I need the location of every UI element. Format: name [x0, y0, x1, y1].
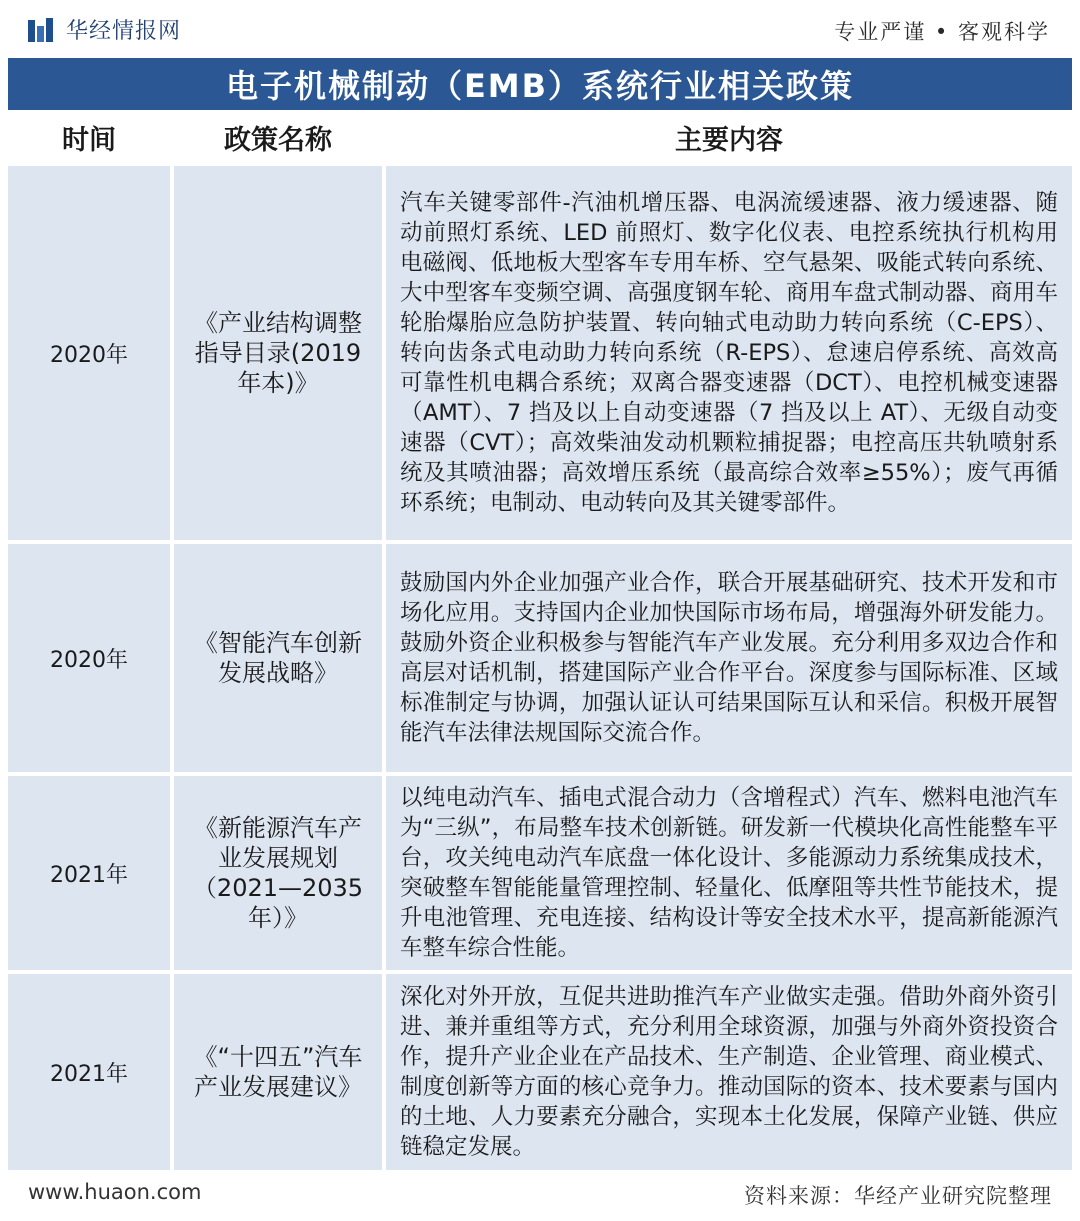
slogan: 专业严谨 • 客观科学	[834, 20, 1050, 44]
table-row	[8, 776, 1072, 970]
table-row	[8, 974, 1072, 1170]
column-header-content: 主要内容	[675, 124, 783, 156]
table-row	[8, 166, 1072, 540]
row-content: 深化对外开放，互促共进助推汽车产业做实走强。借助外商外资引进、兼并重组等方式，充分利用全球资源，加强与外商外资投资合作，提升产业企业在产品技术、生产制造、企业管理、商业模式、制度创新等方面的核心竞争力。推动国际的资本、技术要素与国内的土地、人力要素充分融合，实现本土化发展，保障产业链、供应链稳定发展。	[386, 974, 1072, 1170]
row-policy-name: 《产业结构调整指导目录(2019年本)》	[174, 166, 382, 540]
top-bar	[0, 0, 1080, 58]
column-header-policy-name: 政策名称	[224, 124, 332, 156]
row-time: 2020年	[8, 166, 170, 540]
row-time: 2021年	[8, 974, 170, 1170]
row-policy-name: 《“十四五”汽车产业发展建议》	[174, 974, 382, 1170]
title-bar	[8, 58, 1072, 110]
page-title: 电子机械制动（EMB）系统行业相关政策	[225, 67, 855, 105]
row-content: 鼓励国内外企业加强产业合作，联合开展基础研究、技术开发和市场化应用。支持国内企业加快国际市场布局，增强海外研发能力。鼓励外资企业积极参与智能汽车产业发展。充分利用多双边合作和高层对话机制，搭建国际产业合作平台。深度参与国际标准、区域标准制定与协调，加强认证认可结果国际互认和采信。积极开展智能汽车法律法规国际交流合作。	[386, 544, 1072, 772]
row-content: 以纯电动汽车、插电式混合动力（含增程式）汽车、燃料电池汽车为“三纵”，布局整车技术创新链。研发新一代模块化高性能整车平台，攻关纯电动汽车底盘一体化设计、多能源动力系统集成技术，突破整车智能能量管理控制、轻量化、低摩阻等共性节能技术，提升电池管理、充电连接、结构设计等安全技术水平，提高新能源汽车整车综合性能。	[386, 776, 1072, 970]
logo-text: 华经情报网	[66, 19, 182, 44]
row-policy-name: 《智能汽车创新发展战略》	[174, 544, 382, 772]
site-url: www.huaon.com	[28, 1180, 202, 1204]
row-content: 汽车关键零部件-汽油机增压器、电涡流缓速器、液力缓速器、随动前照灯系统、LED 前照灯、数字化仪表、电控系统执行机构用电磁阀、低地板大型客车专用车桥、空气悬架、吸能式转向系统、大中型客车变频空调、高强度钢车轮、商用车盘式制动器、商用车轮胎爆胎应急防护装置、转向轴式电动助力转向系统（C-EPS）、转向齿条式电动助力转向系统（R-EPS）、怠速启停系统、高效高可靠性机电耦合系统；双离合器变速器（DCT）、电控机械变速器（AMT）、7 挡及以上自动变速器（7 挡及以上 AT）、无级自动变速器（CVT）；高效柴油发动机颗粒捕捉器；电控高压共轨喷射系统及其喷油器；高效增压系统（最高综合效率≥55%）；废气再循环系统；电制动、电动转向及其关键零部件。	[386, 166, 1072, 540]
row-time: 2020年	[8, 544, 170, 772]
logo-bars-icon	[28, 16, 56, 44]
row-time: 2021年	[8, 776, 170, 970]
row-policy-name: 《新能源汽车产业发展规划（2021—2035年）》	[174, 776, 382, 970]
table-row	[8, 544, 1072, 772]
data-source: 资料来源：华经产业研究院整理	[744, 1184, 1052, 1208]
footer	[0, 1172, 1080, 1221]
column-header-time: 时间	[62, 124, 116, 156]
table-header	[8, 112, 1072, 162]
brand-logo	[28, 14, 181, 45]
policy-table	[8, 112, 1072, 1170]
